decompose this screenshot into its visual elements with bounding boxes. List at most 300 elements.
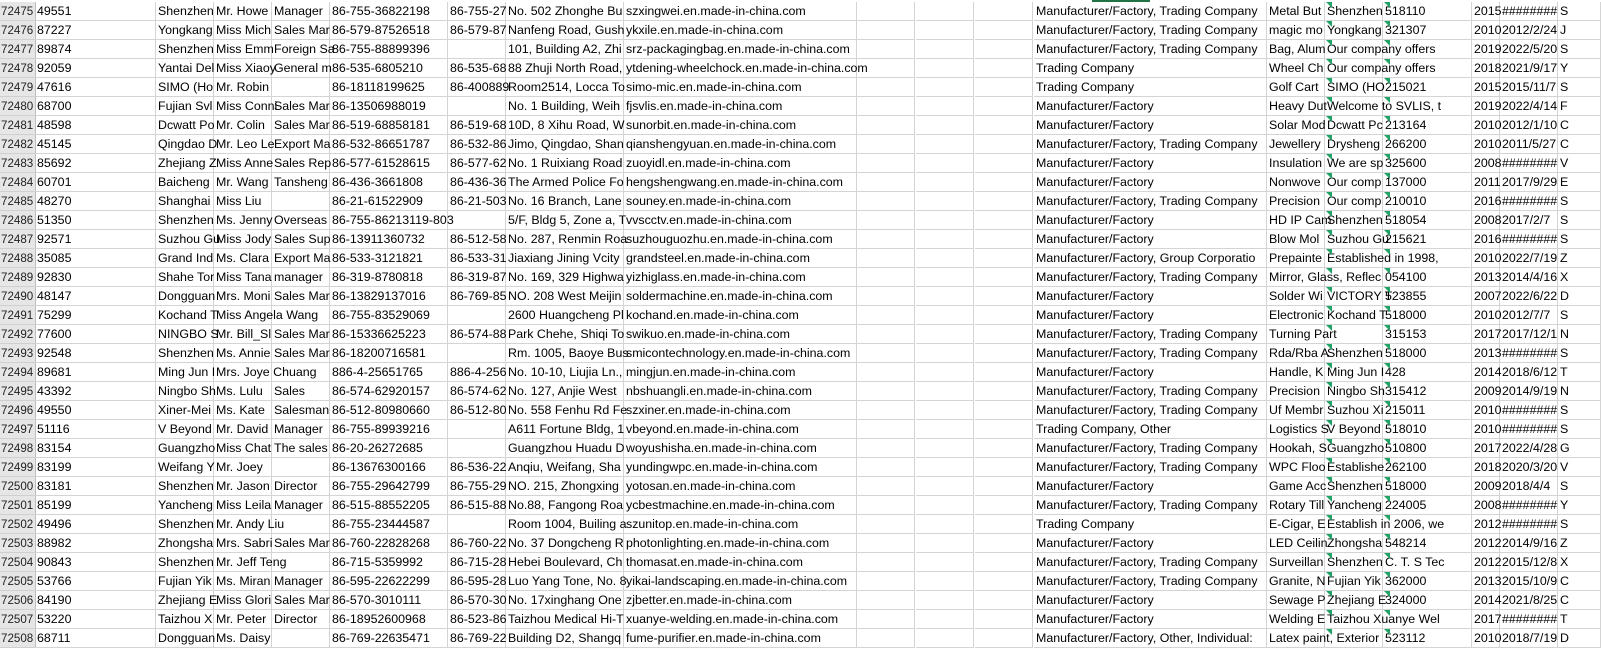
table-cell[interactable]: A611 Fortune Bldg, 1 [506, 420, 624, 439]
table-cell[interactable]: 2012 [1472, 553, 1500, 572]
table-cell[interactable]: SIMO (HO [1325, 78, 1383, 97]
table-cell[interactable]: 2014/9/19 [1500, 382, 1558, 401]
table-cell[interactable]: 86-755-36822198 [330, 2, 448, 21]
table-cell[interactable]: 86-13676300166 [330, 458, 448, 477]
empty-cell[interactable] [916, 287, 974, 306]
table-cell[interactable]: 2015/12/8 [1500, 553, 1558, 572]
empty-cell[interactable] [975, 268, 1033, 287]
table-cell[interactable]: Jewellery [1267, 135, 1325, 154]
table-cell[interactable]: Sales Mar [272, 591, 330, 610]
empty-cell[interactable] [975, 420, 1033, 439]
empty-cell[interactable] [916, 496, 974, 515]
table-cell[interactable] [1383, 97, 1472, 116]
empty-cell[interactable] [975, 515, 1033, 534]
row-number[interactable]: 72501 [0, 496, 36, 515]
table-cell[interactable] [1383, 249, 1472, 268]
table-cell[interactable]: 86-755-88899396 [330, 40, 448, 59]
table-cell[interactable]: 2010 [1472, 401, 1500, 420]
table-cell[interactable]: Fujian Svl [156, 97, 214, 116]
table-cell[interactable]: 518110 [1383, 2, 1472, 21]
table-cell[interactable]: Mr. David [214, 420, 272, 439]
table-cell[interactable]: Park Chehe, Shiqi To [506, 325, 624, 344]
table-cell[interactable]: 10D, 8 Xihu Road, W [506, 116, 624, 135]
table-cell[interactable]: kochand.en.made-in-china.com [624, 306, 857, 325]
empty-cell[interactable] [975, 2, 1033, 21]
table-cell[interactable]: No. 1 Building, Weih [506, 97, 624, 116]
table-cell[interactable]: 518000 [1383, 306, 1472, 325]
table-cell[interactable]: Establishe [1325, 458, 1383, 477]
empty-cell[interactable] [975, 401, 1033, 420]
table-cell[interactable]: Suzhou Gu [156, 230, 214, 249]
table-cell[interactable]: Weifang Y [156, 458, 214, 477]
table-cell[interactable]: Shenzhen [1325, 211, 1383, 230]
row-number[interactable]: 72498 [0, 439, 36, 458]
table-cell[interactable]: 86-574-62920157 [330, 382, 448, 401]
table-cell[interactable]: Luo Yang Tone, No. 8 [506, 572, 624, 591]
empty-cell[interactable] [857, 458, 915, 477]
table-cell[interactable]: ######## [1500, 154, 1558, 173]
table-cell[interactable]: Trading Company, Other [1034, 420, 1267, 439]
table-cell[interactable]: 2018/4/4 [1500, 477, 1558, 496]
row-number[interactable]: 72476 [0, 21, 36, 40]
table-cell[interactable]: Sales Mar [272, 534, 330, 553]
empty-cell[interactable] [857, 382, 915, 401]
table-cell[interactable]: Miss Liu [214, 192, 272, 211]
table-cell[interactable]: 2012/7/7 [1500, 306, 1558, 325]
table-cell[interactable] [272, 553, 330, 572]
table-cell[interactable]: 518000 [1383, 477, 1472, 496]
table-cell[interactable]: Our company offers [1325, 59, 1383, 78]
empty-cell[interactable] [916, 249, 974, 268]
table-cell[interactable]: Sewage P [1267, 591, 1325, 610]
table-cell[interactable]: Rotary Till [1267, 496, 1325, 515]
table-cell[interactable]: qianshengyuan.en.made-in-china.com [624, 135, 857, 154]
empty-cell[interactable] [916, 515, 974, 534]
table-cell[interactable]: Manager [272, 420, 330, 439]
table-cell[interactable]: ######## [1500, 344, 1558, 363]
empty-cell[interactable] [975, 116, 1033, 135]
empty-cell[interactable] [975, 135, 1033, 154]
table-cell[interactable]: 86-21-503 [448, 192, 506, 211]
table-cell[interactable]: 86-595-28 [448, 572, 506, 591]
table-cell[interactable]: 60701 [35, 173, 156, 192]
table-cell[interactable]: 86-515-88 [448, 496, 506, 515]
table-cell[interactable]: 2014 [1472, 363, 1500, 382]
empty-cell[interactable] [916, 534, 974, 553]
empty-cell[interactable] [857, 553, 915, 572]
table-cell[interactable]: 86-755-86213119-803 [330, 211, 448, 230]
table-cell[interactable]: Director [272, 610, 330, 629]
empty-cell[interactable] [975, 534, 1033, 553]
table-cell[interactable]: Tansheng [272, 173, 330, 192]
table-cell[interactable]: Foreign Sa [272, 40, 330, 59]
empty-cell[interactable] [916, 306, 974, 325]
table-cell[interactable]: Jiaxiang Jining Vcity [506, 249, 624, 268]
table-cell[interactable]: SIMO (Ho [156, 78, 214, 97]
table-cell[interactable]: 137000 [1383, 173, 1472, 192]
table-cell[interactable]: No. 169, 329 Highwa [506, 268, 624, 287]
table-cell[interactable] [1325, 268, 1383, 287]
table-cell[interactable]: Zhejiang Z [156, 154, 214, 173]
table-cell[interactable]: No. 10-10, Liujia Ln., [506, 363, 624, 382]
row-number[interactable]: 72494 [0, 363, 36, 382]
table-cell[interactable]: 86-13829137016 [330, 287, 448, 306]
table-cell[interactable]: Manufacturer/Factory [1034, 230, 1267, 249]
table-cell[interactable] [272, 363, 330, 382]
table-cell[interactable]: F [1558, 97, 1601, 116]
table-cell[interactable]: Rda/Rba A [1267, 344, 1325, 363]
table-cell[interactable]: 51350 [35, 211, 156, 230]
empty-cell[interactable] [857, 268, 915, 287]
row-number[interactable]: 72490 [0, 287, 36, 306]
empty-cell[interactable] [857, 116, 915, 135]
table-cell[interactable]: 2012/1/10 [1500, 116, 1558, 135]
table-cell[interactable]: 43392 [35, 382, 156, 401]
table-cell[interactable]: S [1558, 230, 1601, 249]
table-cell[interactable]: S [1558, 2, 1601, 21]
table-cell[interactable]: HD IP Cam [1267, 211, 1325, 230]
row-number[interactable]: 72477 [0, 40, 36, 59]
table-cell[interactable]: 2017 [1472, 439, 1500, 458]
table-cell[interactable] [272, 458, 330, 477]
table-cell[interactable]: 47616 [35, 78, 156, 97]
empty-cell[interactable] [975, 230, 1033, 249]
table-cell[interactable]: ######## [1500, 610, 1558, 629]
table-cell[interactable]: No. 127, Anjie West [506, 382, 624, 401]
empty-cell[interactable] [857, 515, 915, 534]
table-cell[interactable]: Qingdao D [156, 135, 214, 154]
table-cell[interactable]: Bag, Alum [1267, 40, 1325, 59]
table-cell[interactable]: woyushisha.en.made-in-china.com [624, 439, 857, 458]
row-number[interactable]: 72475 [0, 2, 36, 21]
table-cell[interactable]: 86-20-26272685 [330, 439, 448, 458]
table-cell[interactable]: S [1558, 420, 1601, 439]
table-cell[interactable]: Drysheng [1325, 135, 1383, 154]
table-cell[interactable]: Zhejiang E [1325, 591, 1383, 610]
table-cell[interactable]: Nanfeng Road, Gush [506, 21, 624, 40]
table-cell[interactable]: 86-519-68 [448, 116, 506, 135]
table-cell[interactable]: 2011/5/27 [1500, 135, 1558, 154]
table-cell[interactable] [448, 40, 506, 59]
table-cell[interactable]: ykxile.en.made-in-china.com [624, 21, 857, 40]
table-cell[interactable]: Room2514, Locca To [506, 78, 624, 97]
table-cell[interactable]: Turning Part [1267, 325, 1325, 344]
table-cell[interactable]: 49550 [35, 401, 156, 420]
row-number[interactable]: 72504 [0, 553, 36, 572]
table-cell[interactable]: Export Ma [272, 135, 330, 154]
table-cell[interactable]: 2021/8/25 [1500, 591, 1558, 610]
table-cell[interactable]: V Beyond [1325, 420, 1383, 439]
table-cell[interactable]: 2010 [1472, 21, 1500, 40]
table-cell[interactable]: Sales Mar [272, 287, 330, 306]
table-cell[interactable]: Taizhou Xuanye Wel [1325, 610, 1383, 629]
empty-cell[interactable] [975, 21, 1033, 40]
table-cell[interactable]: No. 287, Renmin Roa [506, 230, 624, 249]
table-cell[interactable]: soldermachine.en.made-in-china.com [624, 287, 857, 306]
row-number[interactable]: 72487 [0, 230, 36, 249]
table-cell[interactable]: Salesman [272, 401, 330, 420]
table-cell[interactable]: Shenzhen [156, 477, 214, 496]
table-cell[interactable]: C [1558, 135, 1601, 154]
empty-cell[interactable] [857, 21, 915, 40]
table-cell[interactable]: Solder Wi [1267, 287, 1325, 306]
table-cell[interactable]: S [1558, 515, 1601, 534]
table-cell[interactable]: S [1558, 306, 1601, 325]
table-cell[interactable]: T [1558, 610, 1601, 629]
table-cell[interactable]: 86-532-86651787 [330, 135, 448, 154]
table-cell[interactable] [272, 192, 330, 211]
table-cell[interactable]: ######## [1500, 515, 1558, 534]
table-cell[interactable]: 86-512-58 [448, 230, 506, 249]
table-cell[interactable]: D [1558, 287, 1601, 306]
table-cell[interactable]: Manager [272, 572, 330, 591]
table-cell[interactable]: 86-512-80 [448, 401, 506, 420]
table-cell[interactable]: 86-536-22 [448, 458, 506, 477]
table-cell[interactable]: Y [1558, 496, 1601, 515]
row-number[interactable]: 72482 [0, 135, 36, 154]
table-cell[interactable]: 68700 [35, 97, 156, 116]
table-cell[interactable]: 428 [1383, 363, 1472, 382]
table-cell[interactable]: 89874 [35, 40, 156, 59]
table-cell[interactable]: 2010 [1472, 116, 1500, 135]
table-cell[interactable]: Solar Mod [1267, 116, 1325, 135]
table-cell[interactable]: 523112 [1383, 629, 1472, 648]
table-cell[interactable]: Mirror, Glass, Reflec [1267, 268, 1325, 287]
table-cell[interactable]: Ms. Clara [214, 249, 272, 268]
table-cell[interactable]: ycbestmachine.en.made-in-china.com [624, 496, 857, 515]
table-cell[interactable]: 86-533-3121821 [330, 249, 448, 268]
table-cell[interactable]: 83154 [35, 439, 156, 458]
table-cell[interactable]: 87227 [35, 21, 156, 40]
table-cell[interactable]: Metal But [1267, 2, 1325, 21]
table-cell[interactable]: Manufacturer/Factory [1034, 477, 1267, 496]
row-number[interactable]: 72503 [0, 534, 36, 553]
table-cell[interactable]: S [1558, 401, 1601, 420]
empty-cell[interactable] [857, 287, 915, 306]
row-number[interactable]: 72506 [0, 591, 36, 610]
table-cell[interactable]: 53220 [35, 610, 156, 629]
table-cell[interactable]: 2010 [1472, 306, 1500, 325]
table-cell[interactable]: 86-18952600968 [330, 610, 448, 629]
table-cell[interactable]: 86-400889 [448, 78, 506, 97]
table-cell[interactable]: Manufacturer/Factory [1034, 610, 1267, 629]
table-cell[interactable]: 86-319-87 [448, 268, 506, 287]
empty-cell[interactable] [857, 477, 915, 496]
table-cell[interactable]: Kochand T [156, 306, 214, 325]
table-cell[interactable]: S [1558, 211, 1601, 230]
table-cell[interactable]: 2008 [1472, 496, 1500, 515]
row-number[interactable]: 72489 [0, 268, 36, 287]
table-cell[interactable]: 84190 [35, 591, 156, 610]
table-cell[interactable]: Miss Tana [214, 268, 272, 287]
empty-cell[interactable] [975, 382, 1033, 401]
table-cell[interactable]: Our company offers [1325, 40, 1383, 59]
table-cell[interactable]: 75299 [35, 306, 156, 325]
table-cell[interactable]: 2013 [1472, 572, 1500, 591]
empty-cell[interactable] [916, 211, 974, 230]
table-cell[interactable]: Mr. Robin [214, 78, 272, 97]
table-cell[interactable]: S [1558, 40, 1601, 59]
table-cell[interactable]: photonlighting.en.made-in-china.com [624, 534, 857, 553]
empty-cell[interactable] [975, 249, 1033, 268]
table-cell[interactable]: Uf Membr [1267, 401, 1325, 420]
empty-cell[interactable] [916, 59, 974, 78]
table-cell[interactable]: 86-13506988019 [330, 97, 448, 116]
table-cell[interactable]: Shenzhen [156, 2, 214, 21]
empty-cell[interactable] [916, 591, 974, 610]
table-cell[interactable]: simo-mic.en.made-in-china.com [624, 78, 857, 97]
table-cell[interactable]: 86-769-85 [448, 287, 506, 306]
table-cell[interactable] [448, 439, 506, 458]
table-cell[interactable]: 92548 [35, 344, 156, 363]
table-cell[interactable]: Our comp [1325, 192, 1383, 211]
table-cell[interactable]: Manufacturer/Factory [1034, 363, 1267, 382]
table-cell[interactable]: Export Ma [272, 249, 330, 268]
table-cell[interactable]: 83181 [35, 477, 156, 496]
table-cell[interactable]: Ms. Kate [214, 401, 272, 420]
table-cell[interactable]: Shenzhen [1325, 553, 1383, 572]
table-cell[interactable]: 213164 [1383, 116, 1472, 135]
table-cell[interactable]: Insulation [1267, 154, 1325, 173]
table-cell[interactable]: 90843 [35, 553, 156, 572]
table-cell[interactable]: Taizhou Medical Hi-T [506, 610, 624, 629]
empty-cell[interactable] [916, 21, 974, 40]
table-cell[interactable]: 2017/12/1 [1500, 325, 1558, 344]
table-cell[interactable]: 518000 [1383, 344, 1472, 363]
table-cell[interactable]: ######## [1500, 192, 1558, 211]
table-cell[interactable]: Manufacturer/Factory, Trading Company [1034, 268, 1267, 287]
empty-cell[interactable] [975, 78, 1033, 97]
table-cell[interactable]: Dongguan [156, 287, 214, 306]
table-cell[interactable]: 48270 [35, 192, 156, 211]
table-cell[interactable]: Ms. Daisy [214, 629, 272, 648]
table-cell[interactable]: 2019 [1472, 97, 1500, 116]
table-cell[interactable]: 2009 [1472, 382, 1500, 401]
table-cell[interactable]: 262100 [1383, 458, 1472, 477]
table-cell[interactable]: Shenzhen [156, 40, 214, 59]
empty-cell[interactable] [975, 173, 1033, 192]
table-cell[interactable]: Ms. Jenny [214, 211, 272, 230]
table-cell[interactable]: T [1558, 363, 1601, 382]
table-cell[interactable]: Sales Mar [272, 97, 330, 116]
empty-cell[interactable] [916, 344, 974, 363]
table-cell[interactable]: Overseas [272, 211, 330, 230]
table-cell[interactable]: mingjun.en.made-in-china.com [624, 363, 857, 382]
table-cell[interactable]: 86-715-28 [448, 553, 506, 572]
table-cell[interactable]: 2007 [1472, 287, 1500, 306]
table-cell[interactable]: Established in 1998, [1325, 249, 1383, 268]
table-cell[interactable]: Director [272, 477, 330, 496]
table-cell[interactable]: WPC Floo [1267, 458, 1325, 477]
empty-cell[interactable] [975, 553, 1033, 572]
table-cell[interactable]: yikai-landscaping.en.made-in-china.com [624, 572, 857, 591]
table-cell[interactable]: 2018 [1472, 59, 1500, 78]
table-cell[interactable]: E-Cigar, E [1267, 515, 1325, 534]
table-cell[interactable]: Miss Glori [214, 591, 272, 610]
table-cell[interactable]: Manufacturer/Factory, Trading Company [1034, 2, 1267, 21]
table-cell[interactable]: 92059 [35, 59, 156, 78]
table-cell[interactable]: No. 16 Branch, Lane [506, 192, 624, 211]
table-cell[interactable]: 2015/10/9 [1500, 572, 1558, 591]
table-cell[interactable]: vbeyond.en.made-in-china.com [624, 420, 857, 439]
table-cell[interactable]: srz-packagingbag.en.made-in-china.com [624, 40, 857, 59]
table-cell[interactable]: Sales Rep [272, 154, 330, 173]
table-cell[interactable]: Manufacturer/Factory, Trading Company [1034, 572, 1267, 591]
table-cell[interactable]: 2015/11/7 [1500, 78, 1558, 97]
table-cell[interactable]: No. 502 Zhonghe Bu [506, 2, 624, 21]
table-cell[interactable]: S [1558, 78, 1601, 97]
empty-cell[interactable] [857, 591, 915, 610]
table-cell[interactable]: General m [272, 59, 330, 78]
table-cell[interactable]: Manufacturer/Factory [1034, 287, 1267, 306]
table-cell[interactable]: Manufacturer/Factory, Trading Company [1034, 21, 1267, 40]
table-cell[interactable]: 86-755-27 [448, 2, 506, 21]
empty-cell[interactable] [857, 363, 915, 382]
table-cell[interactable]: 86-755-23444587 [330, 515, 448, 534]
table-cell[interactable]: 315153 [1383, 325, 1472, 344]
empty-cell[interactable] [916, 420, 974, 439]
empty-cell[interactable] [916, 382, 974, 401]
table-cell[interactable]: 324000 [1383, 591, 1472, 610]
empty-cell[interactable] [975, 610, 1033, 629]
empty-cell[interactable] [975, 572, 1033, 591]
table-cell[interactable]: Miss Emm [214, 40, 272, 59]
table-cell[interactable]: S [1558, 477, 1601, 496]
table-cell[interactable]: 518054 [1383, 211, 1472, 230]
table-cell[interactable]: 86-319-8780818 [330, 268, 448, 287]
table-cell[interactable]: 315412 [1383, 382, 1472, 401]
table-cell[interactable]: 86-574-88 [448, 325, 506, 344]
table-cell[interactable]: Shenzhen [1325, 344, 1383, 363]
table-cell[interactable]: Miss Conni [214, 97, 272, 116]
table-cell[interactable]: manager [272, 268, 330, 287]
table-cell[interactable]: Electronic [1267, 306, 1325, 325]
table-cell[interactable]: 2008 [1472, 211, 1500, 230]
row-number[interactable]: 72496 [0, 401, 36, 420]
table-cell[interactable]: 89681 [35, 363, 156, 382]
table-cell[interactable]: Shenzhen [1325, 2, 1383, 21]
table-cell[interactable]: 86-579-87526518 [330, 21, 448, 40]
table-cell[interactable]: 85692 [35, 154, 156, 173]
table-cell[interactable]: Building D2, Shangq [506, 629, 624, 648]
table-cell[interactable]: No.88, Fangong Roa [506, 496, 624, 515]
table-cell[interactable]: Manufacturer/Factory [1034, 306, 1267, 325]
table-cell[interactable]: Sales Sup [272, 230, 330, 249]
table-cell[interactable]: Sales Mar [272, 344, 330, 363]
table-cell[interactable]: V [1558, 458, 1601, 477]
table-cell[interactable]: 2012 [1472, 534, 1500, 553]
table-cell[interactable]: No. 17xinghang One [506, 591, 624, 610]
table-cell[interactable]: 86-769-22635471 [330, 629, 448, 648]
table-cell[interactable]: Miss Anne [214, 154, 272, 173]
table-cell[interactable]: 86-577-61528615 [330, 154, 448, 173]
empty-cell[interactable] [916, 40, 974, 59]
table-cell[interactable]: 2014/4/16 [1500, 268, 1558, 287]
table-cell[interactable]: 2014 [1472, 591, 1500, 610]
table-cell[interactable]: Heavy Dut [1267, 97, 1325, 116]
table-cell[interactable]: 86-535-6805210 [330, 59, 448, 78]
table-cell[interactable]: 2017 [1472, 325, 1500, 344]
table-cell[interactable]: LED Ceilin [1267, 534, 1325, 553]
table-cell[interactable]: 51116 [35, 420, 156, 439]
row-number[interactable]: 72488 [0, 249, 36, 268]
table-cell[interactable]: Granite, N [1267, 572, 1325, 591]
table-cell[interactable]: Xiner-Mei [156, 401, 214, 420]
table-cell[interactable]: 2009 [1472, 477, 1500, 496]
empty-cell[interactable] [857, 78, 915, 97]
table-cell[interactable]: Guangzhou Huadu D [506, 439, 624, 458]
table-cell[interactable]: 86-755-29642799 [330, 477, 448, 496]
